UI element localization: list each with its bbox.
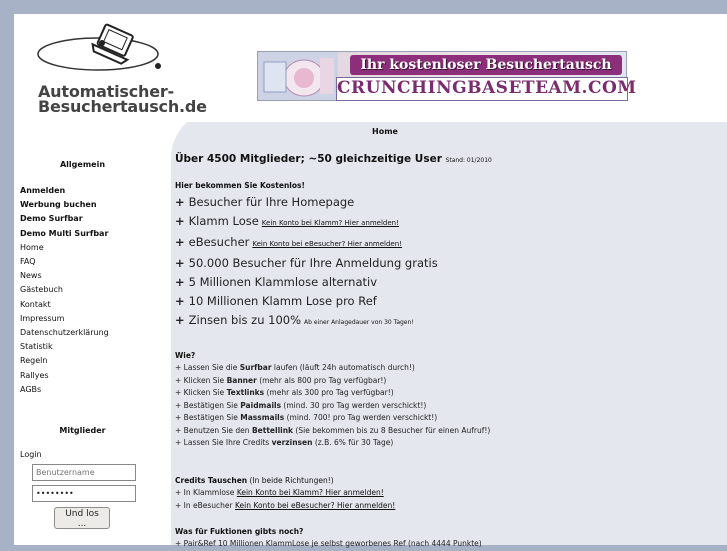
plus-icon: + — [175, 413, 184, 422]
wie-item — [175, 400, 490, 413]
plus-icon: + — [175, 363, 184, 372]
benefit-text: 10 Millionen Klamm Lose pro Ref — [188, 294, 377, 308]
plus-icon: + — [175, 488, 184, 497]
sidebar-item-datenschutzerklärung[interactable]: Datenschutzerklärung — [20, 328, 109, 338]
wie-bold: Massmails — [240, 413, 285, 422]
wie-post: (z.B. 6% für 30 Tage) — [312, 438, 394, 447]
credits-pre: In eBesucher — [183, 500, 236, 510]
wie-post: (Sie bekommen bis zu 8 Besucher für einen Aufruf!) — [293, 425, 491, 435]
funktion-item — [175, 538, 482, 551]
plus-icon: + — [175, 375, 184, 385]
benefit-text: Zinsen bis zu 100% — [188, 313, 302, 327]
plus-icon: + — [175, 539, 184, 548]
benefit-item — [175, 233, 438, 254]
wie-item — [175, 425, 490, 438]
credits-heading-suffix: (In beide Richtungen!) — [247, 476, 334, 485]
credits-pre: In Klammlose — [183, 488, 237, 497]
username-input[interactable] — [32, 464, 136, 481]
wie-pre: Lassen Sie die — [183, 363, 240, 372]
funktionen-heading: Was für Fuktionen gibts noch? — [175, 527, 304, 536]
signup-link[interactable]: Kein Konto bei Klamm? Hier anmelden! — [236, 488, 384, 497]
plus-icon: + — [175, 214, 189, 228]
wie-item — [175, 437, 490, 450]
benefit-text: Klamm Lose — [188, 214, 259, 228]
wie-bold: Paidmails — [240, 400, 282, 410]
wie-bold: verzinsen — [271, 438, 313, 447]
benefit-text: 50.000 Besucher für Ihre Anmeldung gratis — [188, 256, 438, 270]
benefit-item — [175, 311, 438, 332]
wie-post: laufen (läuft 24h automatisch durch!) — [271, 363, 415, 372]
credits-item — [175, 500, 395, 513]
laptop-logo-icon — [36, 20, 186, 84]
sidebar-item-agbs[interactable]: AGBs — [20, 384, 42, 394]
wie-heading: Wie? — [175, 351, 196, 360]
header — [14, 14, 727, 122]
wie-pre: Bestätigen Sie — [183, 413, 241, 422]
benefit-item — [175, 273, 438, 292]
sidebar-heading-allgemein: Allgemein — [59, 160, 106, 169]
benefit-item — [175, 292, 438, 311]
headline-stand: Stand: 01/2010 — [445, 157, 492, 164]
plus-icon: + — [175, 500, 184, 510]
sidebar-heading-mitglieder: Mitglieder — [59, 426, 106, 435]
credits-heading — [175, 476, 334, 485]
wie-pre: Klicken Sie — [183, 375, 227, 385]
wie-bold: Textlinks — [226, 388, 265, 397]
benefit-item — [175, 254, 438, 273]
plus-icon: + — [175, 195, 189, 209]
sidebar-item-faq[interactable]: FAQ — [20, 257, 36, 267]
site-logo[interactable] — [38, 84, 207, 114]
sidebar-item-rallyes[interactable]: Rallyes — [20, 370, 49, 380]
credits-list — [175, 487, 395, 512]
wie-item — [175, 375, 490, 388]
signup-link[interactable]: Kein Konto bei eBesucher? Hier anmelden! — [252, 240, 402, 248]
banner-domain: CRUNCHINGBASETEAM.COM — [336, 77, 628, 101]
headline-text: Über 4500 Mitglieder; ~50 gleichzeitige User — [175, 153, 442, 165]
sidebar-item-kontakt[interactable]: Kontakt — [20, 299, 51, 309]
benefit-item — [175, 212, 438, 233]
benefit-item — [175, 193, 438, 212]
sidebar-item-werbung-buchen[interactable]: Werbung buchen — [20, 200, 97, 210]
plus-icon: + — [175, 294, 189, 308]
wie-post: (mind. 700! pro Tag werden verschickt!) — [284, 413, 438, 422]
password-input[interactable] — [32, 485, 136, 502]
signup-link[interactable]: Kein Konto bei Klamm? Hier anmelden! — [261, 219, 399, 227]
plus-icon: + — [175, 256, 189, 270]
wie-item — [175, 387, 490, 400]
banner-headline: Ihr kostenloser Besuchertausch — [350, 55, 622, 75]
sidebar-item-impressum[interactable]: Impressum — [20, 313, 65, 323]
sidebar-item-statistik[interactable]: Statistik — [20, 342, 53, 352]
sidebar-item-home[interactable]: Home — [20, 242, 44, 252]
plus-icon: + — [175, 425, 184, 435]
headline — [175, 153, 492, 165]
wie-bold: Banner — [226, 375, 257, 385]
benefits-list — [175, 193, 438, 332]
intro-heading: Hier bekommen Sie Kostenlos! — [175, 181, 305, 190]
logo-line-2: Besuchertausch.de — [38, 97, 207, 116]
wie-item — [175, 412, 490, 425]
sidebar-item-demo-surfbar[interactable]: Demo Surfbar — [20, 214, 83, 224]
credits-item — [175, 487, 395, 500]
benefit-text: eBesucher — [188, 235, 250, 249]
plus-icon: + — [175, 400, 184, 410]
main-content — [175, 125, 705, 548]
sidebar-item-regeln[interactable]: Regeln — [20, 356, 48, 366]
logo-line-1: Automatischer- — [38, 82, 174, 101]
wie-post: (mehr als 800 pro Tag verfügbar!) — [256, 375, 387, 385]
wie-item — [175, 362, 490, 375]
plus-icon: + — [175, 235, 189, 249]
sidebar-item-demo-multi-surfbar[interactable]: Demo Multi Surfbar — [20, 228, 109, 238]
page-title: Home — [372, 127, 398, 136]
wie-pre: Lassen Sie Ihre Credits — [183, 438, 272, 447]
sidebar-item-anmelden[interactable]: Anmelden — [20, 186, 66, 195]
funktionen-list — [175, 538, 482, 551]
sidebar-item-news[interactable]: News — [20, 271, 42, 281]
sidebar — [14, 122, 171, 545]
banner-graphic — [258, 52, 338, 100]
funktion-text: Pair&Ref 10 Millionen KlammLose je selbst geworbenes Ref (nach 4444 Punkte) — [183, 539, 482, 548]
wie-bold: Bettellink — [251, 425, 294, 435]
wie-post: (mehr als 300 pro Tag verfügbar!) — [264, 388, 394, 397]
plus-icon: + — [175, 313, 189, 327]
plus-icon: + — [175, 388, 184, 397]
ad-banner[interactable] — [257, 51, 637, 101]
login-label: Login — [20, 450, 42, 459]
sidebar-nav — [20, 184, 109, 397]
wie-pre: Benutzen Sie den — [183, 425, 252, 435]
plus-icon: + — [175, 275, 189, 289]
wie-list — [175, 362, 490, 450]
login-button[interactable]: Und los ... — [54, 507, 110, 529]
credits-heading-text: Credits Tauschen — [175, 476, 248, 485]
sidebar-item-gästebuch[interactable]: Gästebuch — [20, 285, 63, 295]
wie-bold: Surfbar — [239, 363, 272, 372]
plus-icon: + — [175, 438, 184, 447]
wie-pre: Bestätigen Sie — [183, 400, 241, 410]
signup-link[interactable]: Kein Konto bei eBesucher? Hier anmelden! — [235, 500, 396, 510]
benefit-text: Besucher für Ihre Homepage — [188, 195, 355, 209]
benefit-text: 5 Millionen Klammlose alternativ — [188, 275, 377, 289]
wie-pre: Klicken Sie — [183, 388, 227, 397]
wie-post: (mind. 30 pro Tag werden verschickt!) — [281, 400, 427, 410]
benefit-note: Ab einer Anlagedauer von 30 Tagen! — [304, 319, 414, 326]
